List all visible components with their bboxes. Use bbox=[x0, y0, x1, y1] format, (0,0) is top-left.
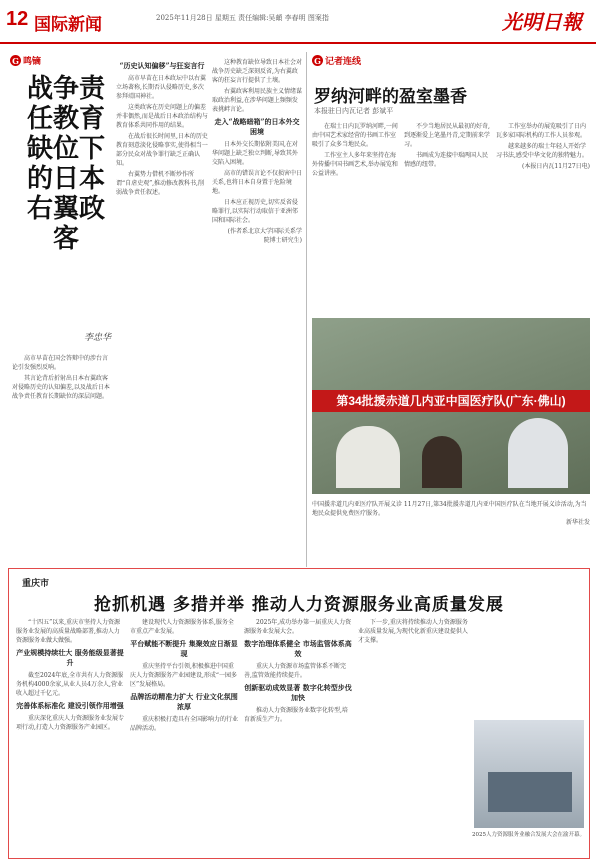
person-shape bbox=[336, 426, 400, 488]
bottom-col3: 2025年,成功举办第一届重庆人力资源服务业发展大会。 数字治理体系健全 市场监管体系高效 重庆人力资源市场监管体系不断完善,监管效能持续提升。 创新驱动成效显著 数字化转型步伐加快 推动人力资源服务业数字化转型,培育新质生产力。 bbox=[244, 619, 352, 723]
person-shape bbox=[422, 436, 462, 488]
bottom-subhead: 平台赋能不断提升 集聚效应日渐显现 bbox=[130, 639, 238, 658]
section-name: 国际新闻 bbox=[34, 15, 102, 35]
left-article-title: 战争责任教育缺位下的日本右翼政客 bbox=[26, 74, 105, 254]
bottom-col4: 下一步,重庆将持续推动人力资源服务业高质量发展,为现代化新重庆建设提供人才支撑。 bbox=[358, 619, 468, 644]
medical-team-photo bbox=[312, 318, 590, 494]
bottom-col2: 建设现代人力资源服务体系,服务全市重点产业发展。 平台赋能不断提升 集聚效应日渐显现 重庆坚持平台引领,积极推进中国重庆人力资源服务产业园建设,形成“一园多区”发展格局。 品牌活动精准力扩大 行业文化氛围浓厚 重庆积极打造具有全国影响力的行业品牌活动。 bbox=[130, 619, 238, 732]
left-col1: 高市早苗在国会答辩中的涉台言论引发强烈反响。 其言论背后折射出日本右翼政客对侵略历史的认知偏差,以及战后日本战争责任教育长期缺位的深层问题。 bbox=[12, 355, 110, 400]
photo-banner: 第34批援赤道几内亚中国医疗队(广东·佛山) bbox=[312, 390, 590, 412]
bottom-region-label: 重庆市 bbox=[22, 578, 50, 588]
bottom-col1: “十四五”以来,重庆市坚持人力资源服务业发展的高质量战略部署,推动人力资源服务业做大做强。 产业规模持续壮大 服务能级显著提升 截至2024年底,全市共有人力资源服务机构4000余家,从业人员4万余人,营业收入超过千亿元。 完善体系标准化 建设引领作用增强 重庆深化重庆人力资源服务业发展专项行动,打造人力资源服务产业园区。 bbox=[16, 619, 124, 731]
masthead bbox=[0, 0, 596, 44]
issue-meta: 2025年11月28日 星期五 责任编辑:吴頔 李春明 图案指 bbox=[156, 14, 329, 22]
photo-credit: 新华社发 bbox=[565, 519, 590, 526]
bottom-subhead: 创新驱动成效显著 数字化转型步伐加快 bbox=[244, 683, 352, 702]
left-col3: 这种教育缺位导致日本社会对战争历史缺乏深刻反省,为右翼政客的狂妄言行提供了土壤。 右翼政客利用民族主义情绪谋取政治利益,在涉华问题上频频发表挑衅言论。 走入“战略暗箱”的日本外交困境 日本外交长期依附美国,在对华问题上缺乏独立判断,导致其外交陷入困境。 高市的错误言论不仅损害中日关系,也将日本自身置于危险境地。 日本应正视历史,切实反省侵略罪行,以实际行动取信于亚洲邻国和国际社会。 (作者系北京大学国际关系学院博士研究生) bbox=[212, 59, 302, 244]
bottom-subhead: 品牌活动精准力扩大 行业文化氛围浓厚 bbox=[130, 692, 238, 711]
conference-photo-caption: 2025人力资源服务业融合发展大会在渝开幕。 bbox=[472, 832, 585, 838]
left-section-tag: G 鸣镝 bbox=[10, 54, 41, 67]
left-article-author: 李忠华 bbox=[84, 333, 112, 343]
right-col3: 工作室举办的展览吸引了日内瓦多家国际机构的工作人员参观。 越来越多的瑞士年轻人开始学习书法,感受中华文化的独特魅力。 (本报日内瓦11月27日电) bbox=[496, 123, 590, 170]
dateline: (本报日内瓦11月27日电) bbox=[522, 163, 590, 170]
right-col1: 在瑞士日内瓦罗纳河畔,一间由中国艺术家经营的书画工作室吸引了众多当地民众。 工作室主人多年来坚持在海外传播中国书画艺术,举办展览和公益讲座。 bbox=[312, 123, 398, 177]
person-shape bbox=[508, 418, 568, 488]
left-subhead-2: 走入“战略暗箱”的日本外交困境 bbox=[214, 117, 300, 136]
author-note: (作者系北京大学国际关系学院博士研究生) bbox=[227, 228, 302, 244]
bottom-feature-title: 抢抓机遇 多措并举 推动人力资源服务业高质量发展 bbox=[94, 595, 504, 615]
right-col2: 不少当地居民从最初的好奇,到逐渐爱上笔墨丹青,定期前来学习。 书画成为连接中瑞两国人民情感的纽带。 bbox=[404, 123, 490, 168]
right-article-title: 罗纳河畔的盈室墨香 bbox=[314, 87, 467, 107]
right-article-byline: 本报驻日内瓦记者 彭斌平 bbox=[314, 107, 394, 115]
right-section-tag: G 记者连线 bbox=[312, 54, 361, 67]
bottom-subhead: 产业规模持续壮大 服务能级显著提升 bbox=[16, 648, 124, 667]
g-logo-icon: G bbox=[312, 55, 323, 66]
photo-caption: 中国援赤道几内亚医疗队开展义诊 11月27日,第34批援赤道几内亚中国医疗队在当地开展义诊活动,为当地民众提供免费医疗服务。 新华社发 bbox=[312, 501, 590, 526]
conference-photo bbox=[474, 720, 584, 828]
newspaper-logo: 光明日報 bbox=[502, 10, 582, 34]
column-divider bbox=[306, 52, 307, 567]
bottom-subhead: 完善体系标准化 建设引领作用增强 bbox=[16, 701, 124, 710]
left-col2: “历史认知偏移”与狂妄言行 高市早苗在日本政坛中以右翼立场著称,长期否认侵略历史,多次参拜靖国神社。 这类政客在历史问题上的偏差并非偶然,而是战后日本政治结构与教育体系共同作用的结果。 在战后很长时间里,日本的历史教育刻意淡化侵略事实,使得相当一部分民众对战争罪行缺乏正确认知。 右翼势力借机不断炒作所谓“自虐史观”,推动修改教科书,削弱战争责任叙述。 bbox=[116, 61, 208, 196]
g-logo-icon: G bbox=[10, 55, 21, 66]
page-number: 12 bbox=[6, 8, 29, 30]
bottom-subhead: 数字治理体系健全 市场监管体系高效 bbox=[244, 639, 352, 658]
left-subhead-1: “历史认知偏移”与狂妄言行 bbox=[119, 61, 205, 70]
stage-shape bbox=[488, 772, 572, 812]
